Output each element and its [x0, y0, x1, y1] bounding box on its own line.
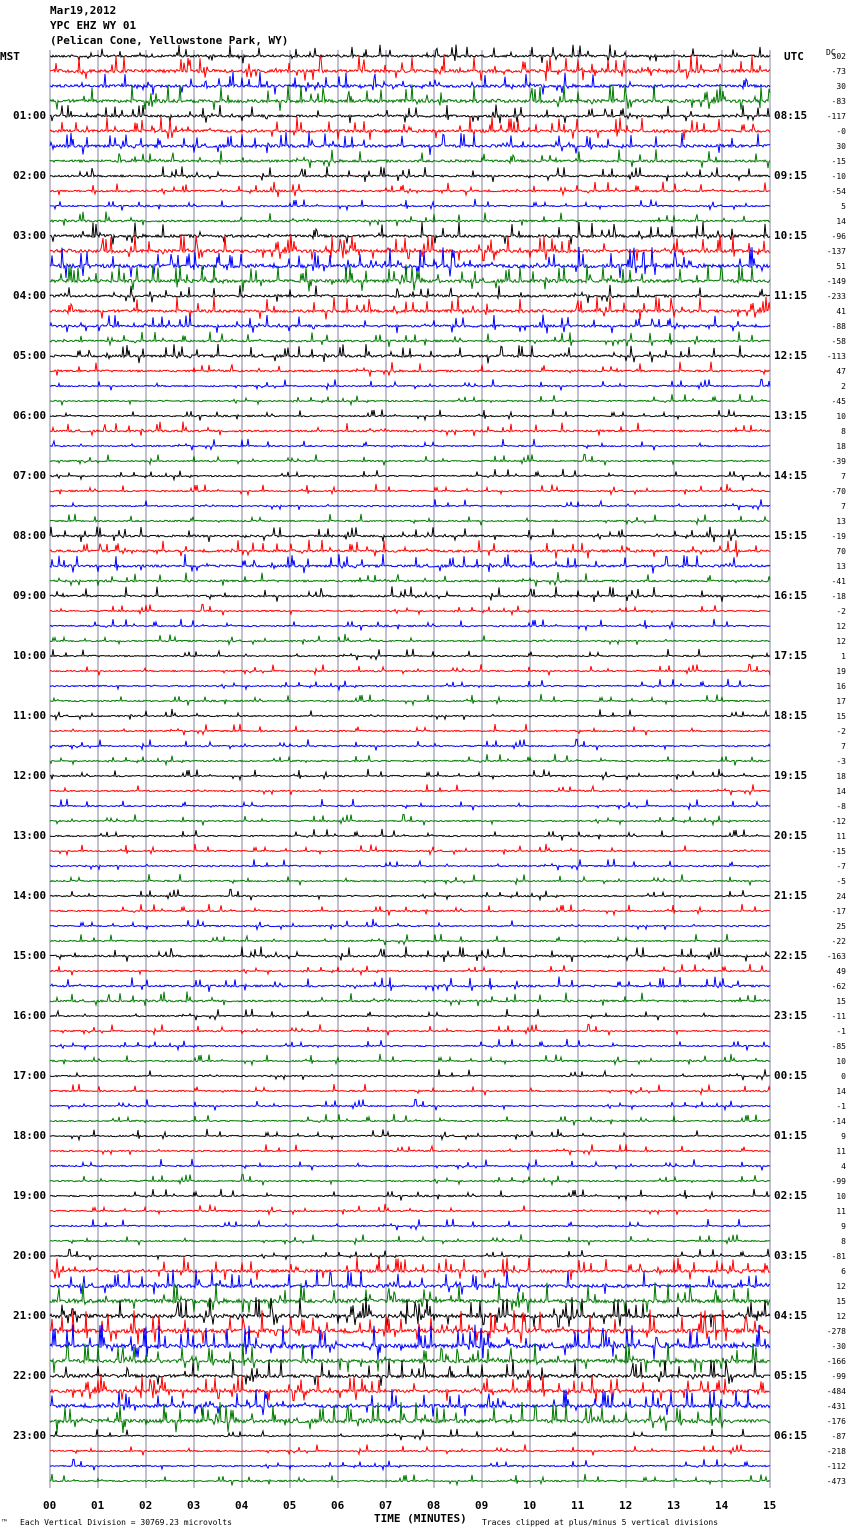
dc-offset: -22 [831, 937, 846, 946]
mst-hour-label: 17:00 [13, 1069, 47, 1082]
x-tick-label: 11 [571, 1499, 585, 1512]
dc-offset: -166 [826, 1357, 846, 1366]
seismic-trace [50, 1204, 770, 1215]
dc-offset: 17 [836, 697, 846, 706]
utc-hour-label: 02:15 [774, 1189, 808, 1202]
seismic-trace [50, 540, 770, 559]
dc-offset: -278 [826, 1327, 846, 1336]
x-tick-label: 01 [91, 1499, 105, 1512]
mst-hour-label: 06:00 [13, 409, 47, 422]
dc-offset: 18 [836, 442, 846, 451]
x-tick-label: 06 [331, 1499, 345, 1512]
seismic-trace [50, 1054, 770, 1065]
dc-offset: 11 [836, 1207, 846, 1216]
seismic-trace [50, 1069, 770, 1080]
mst-hour-label: 20:00 [13, 1249, 47, 1262]
utc-hour-label: 05:15 [774, 1369, 808, 1382]
utc-label: UTC [784, 50, 804, 63]
dc-offset: -12 [831, 817, 846, 826]
seismic-trace [50, 1159, 770, 1170]
x-tick-label: 15 [763, 1499, 777, 1512]
seismic-trace [50, 946, 770, 962]
seismic-trace [50, 1129, 770, 1140]
seismic-trace [50, 1084, 770, 1095]
dc-offset: -218 [826, 1447, 846, 1456]
dc-offset: -30 [831, 1342, 846, 1351]
seismic-trace [50, 844, 770, 855]
seismic-trace [50, 992, 770, 1006]
dc-offset: -87 [831, 1432, 846, 1441]
seismic-trace [50, 1249, 770, 1260]
seismic-trace [50, 964, 770, 975]
seismic-trace [50, 649, 770, 660]
dc-offset: -2 [836, 727, 846, 736]
dc-offset: -176 [826, 1417, 846, 1426]
dc-offset: -0 [836, 127, 846, 136]
seismic-trace [50, 784, 770, 795]
dc-offset: 6 [841, 1267, 846, 1276]
utc-hour-label: 22:15 [774, 949, 808, 962]
dc-offset: -17 [831, 907, 846, 916]
utc-hour-label: 12:15 [774, 349, 808, 362]
dc-offset: 11 [836, 832, 846, 841]
mst-hour-label: 23:00 [13, 1429, 47, 1442]
x-tick-label: 07 [379, 1499, 393, 1512]
dc-offset: -484 [826, 1387, 846, 1396]
dc-offset: -99 [831, 1372, 846, 1381]
seismic-trace [50, 874, 770, 885]
seismic-trace [50, 919, 770, 930]
dc-offset: -99 [831, 1177, 846, 1186]
seismic-trace [50, 1174, 770, 1185]
dc-offset: -14 [831, 1117, 846, 1126]
dc-offset: 12 [836, 1312, 846, 1321]
dc-offset: -233 [826, 292, 846, 301]
seismic-trace [50, 484, 770, 495]
dc-offset: 25 [836, 922, 846, 931]
seismic-trace [50, 859, 770, 870]
mst-hour-label: 07:00 [13, 469, 47, 482]
x-tick-label: 10 [523, 1499, 537, 1512]
seismic-trace [50, 84, 770, 110]
seismic-trace [50, 105, 770, 124]
seismic-trace [50, 362, 770, 377]
dc-offset: 14 [836, 1087, 846, 1096]
utc-hour-label: 13:15 [774, 409, 808, 422]
seismic-trace [50, 1429, 770, 1440]
dc-offset: -54 [831, 187, 846, 196]
dc-offset: 7 [841, 742, 846, 751]
seismic-trace [50, 604, 770, 615]
dc-offset: 24 [836, 892, 846, 901]
mst-hour-label: 08:00 [13, 529, 47, 542]
dc-offset: -113 [826, 352, 846, 361]
seismic-trace [50, 1039, 770, 1051]
seismic-trace [50, 572, 770, 587]
seismic-trace [50, 694, 770, 706]
utc-hour-label: 21:15 [774, 889, 808, 902]
seismic-trace [50, 222, 770, 245]
seismic-trace [50, 315, 770, 334]
dc-offset: -81 [831, 1252, 846, 1261]
x-tick-label: 13 [667, 1499, 681, 1512]
seismic-trace [50, 904, 770, 916]
seismic-trace [50, 1444, 770, 1455]
dc-offset: -15 [831, 847, 846, 856]
trace-group [50, 45, 770, 1486]
seismic-trace [50, 664, 770, 675]
dc-offset: -112 [826, 1462, 846, 1471]
dc-offset: -149 [826, 277, 846, 286]
seismic-trace [50, 297, 770, 320]
seismic-trace [50, 285, 770, 303]
dc-offset: 19 [836, 667, 846, 676]
utc-hour-label: 10:15 [774, 229, 808, 242]
mst-hour-label: 19:00 [13, 1189, 47, 1202]
dc-offset: -11 [831, 1012, 846, 1021]
clip-note: Traces clipped at plus/minus 5 vertical divisions [482, 1518, 719, 1527]
utc-hour-label: 16:15 [774, 589, 808, 602]
seismic-trace [50, 1024, 770, 1035]
mst-hour-label: 11:00 [13, 709, 47, 722]
dc-offset: 41 [836, 307, 846, 316]
utc-hour-label: 03:15 [774, 1249, 808, 1262]
seismic-trace [50, 977, 770, 992]
x-tick-label: 14 [715, 1499, 729, 1512]
dc-offset: 12 [836, 637, 846, 646]
seismic-trace [50, 1459, 770, 1470]
utc-hour-label: 18:15 [774, 709, 808, 722]
utc-hour-label: 20:15 [774, 829, 808, 842]
seismic-trace [50, 799, 770, 810]
mst-hour-label: 09:00 [13, 589, 47, 602]
dc-offset: 5 [841, 202, 846, 211]
mst-hour-label: 22:00 [13, 1369, 47, 1382]
seismic-trace [50, 1114, 770, 1126]
seismic-trace [50, 1359, 770, 1385]
utc-hour-label: 15:15 [774, 529, 808, 542]
dc-offset: -5 [836, 877, 846, 886]
dc-offset: -2 [836, 607, 846, 616]
corner-mark: ™ [2, 1518, 7, 1527]
dc-offset: -96 [831, 232, 846, 241]
dc-offset: -88 [831, 322, 846, 331]
seismic-trace [50, 199, 770, 211]
seismic-trace [50, 829, 770, 841]
seismic-trace [50, 634, 770, 645]
mst-hour-label: 18:00 [13, 1129, 47, 1142]
dc-offset: -1 [836, 1027, 846, 1036]
dc-offset: 51 [836, 262, 846, 271]
mst-hour-label: 12:00 [13, 769, 47, 782]
seismic-trace [50, 212, 770, 226]
utc-hour-label: 23:15 [774, 1009, 808, 1022]
seismic-trace [50, 889, 770, 900]
scale-note: Each Vertical Division = 30769.23 microvolts [20, 1518, 232, 1527]
seismic-trace [50, 1144, 770, 1155]
dc-offset: -19 [831, 532, 846, 541]
seismic-trace [50, 739, 770, 750]
dc-offset: 30 [836, 82, 846, 91]
seismic-trace [50, 586, 770, 602]
dc-offset: -3 [836, 757, 846, 766]
dc-offset: -15 [831, 157, 846, 166]
seismic-trace [50, 166, 770, 182]
dc-offset: 16 [836, 682, 846, 691]
seismic-trace [50, 182, 770, 197]
mst-hour-label: 21:00 [13, 1309, 47, 1322]
dc-offset: -73 [831, 67, 846, 76]
mst-hour-label: 04:00 [13, 289, 47, 302]
dc-offset: -431 [826, 1402, 846, 1411]
x-tick-label: 03 [187, 1499, 201, 1512]
x-tick-label: 04 [235, 1499, 249, 1512]
dc-offset: 14 [836, 217, 846, 226]
date-label: Mar19,2012 [50, 4, 117, 17]
dc-offset: 12 [836, 1282, 846, 1291]
seismic-trace [50, 1219, 770, 1230]
dc-offset: -137 [826, 247, 846, 256]
utc-hour-label: 08:15 [774, 109, 808, 122]
seismic-trace [50, 934, 770, 945]
mst-hour-label: 02:00 [13, 169, 47, 182]
dc-label: DC [826, 48, 836, 57]
seismic-trace [50, 709, 770, 720]
seismic-trace [50, 679, 770, 690]
x-tick-label: 05 [283, 1499, 297, 1512]
x-tick-label: 09 [475, 1499, 489, 1512]
dc-offset: 1 [841, 652, 846, 661]
dc-offset: 30 [836, 142, 846, 151]
dc-offset: 70 [836, 547, 846, 556]
mst-label: MST [0, 50, 20, 63]
dc-offset: -41 [831, 577, 846, 586]
dc-offset: -85 [831, 1042, 846, 1051]
x-tick-label: 02 [139, 1499, 153, 1512]
dc-offset: 18 [836, 772, 846, 781]
dc-offset: 15 [836, 997, 846, 1006]
dc-offset: 8 [841, 427, 846, 436]
mst-hour-label: 13:00 [13, 829, 47, 842]
seismic-trace [50, 379, 770, 390]
dc-offset: 49 [836, 967, 846, 976]
mst-hour-label: 03:00 [13, 229, 47, 242]
seismic-trace [50, 1009, 770, 1020]
dc-offset: 14 [836, 787, 846, 796]
seismic-trace [50, 149, 770, 168]
dc-offset: -473 [826, 1477, 846, 1486]
dc-offset: 15 [836, 712, 846, 721]
dc-offset: 302 [831, 52, 846, 61]
seismic-trace [50, 45, 770, 64]
utc-hour-label: 17:15 [774, 649, 808, 662]
dc-offset: 0 [841, 1072, 846, 1081]
seismic-trace [50, 454, 770, 465]
utc-hour-label: 19:15 [774, 769, 808, 782]
seismic-trace [50, 422, 770, 436]
seismic-trace [50, 132, 770, 155]
dc-offset: -58 [831, 337, 846, 346]
dc-offset: -163 [826, 952, 846, 961]
dc-offset: 4 [841, 1162, 846, 1171]
dc-offset: 13 [836, 517, 846, 526]
location-label: (Pelican Cone, Yellowstone Park, WY) [50, 34, 289, 47]
dc-offset: -83 [831, 97, 846, 106]
dc-offset: 7 [841, 472, 846, 481]
seismic-trace [50, 439, 770, 450]
x-tick-label: 00 [43, 1499, 57, 1512]
dc-offset: 10 [836, 1057, 846, 1066]
seismic-trace [50, 332, 770, 347]
utc-hour-label: 00:15 [774, 1069, 808, 1082]
seismic-trace [50, 814, 770, 825]
utc-hour-label: 04:15 [774, 1309, 808, 1322]
mst-hour-label: 15:00 [13, 949, 47, 962]
seismic-trace [50, 1474, 770, 1486]
seismic-trace [50, 499, 770, 510]
mst-hour-label: 14:00 [13, 889, 47, 902]
dc-offset: -7 [836, 862, 846, 871]
dc-offset: 11 [836, 1147, 846, 1156]
dc-offset: -8 [836, 802, 846, 811]
x-tick-label: 12 [619, 1499, 633, 1512]
utc-hour-label: 06:15 [774, 1429, 808, 1442]
seismic-trace [50, 1234, 770, 1245]
seismic-trace [50, 769, 770, 780]
seismic-trace [50, 344, 770, 363]
seismic-trace [50, 469, 770, 481]
seismic-trace [50, 72, 770, 95]
dc-offset: 10 [836, 1192, 846, 1201]
utc-hour-label: 09:15 [774, 169, 808, 182]
dc-offset: 13 [836, 562, 846, 571]
dc-offset: 8 [841, 1237, 846, 1246]
utc-hour-label: 14:15 [774, 469, 808, 482]
seismic-trace [50, 1189, 770, 1201]
station-label: YPC EHZ WY 01 [50, 19, 137, 32]
mst-hour-label: 05:00 [13, 349, 47, 362]
mst-hour-label: 01:00 [13, 109, 47, 122]
seismic-trace [50, 54, 770, 81]
dc-offset: 2 [841, 382, 846, 391]
dc-offset: -62 [831, 982, 846, 991]
dc-offset: -10 [831, 172, 846, 181]
utc-hour-label: 01:15 [774, 1129, 808, 1142]
dc-offset: 10 [836, 412, 846, 421]
dc-offset: 15 [836, 1297, 846, 1306]
seismic-trace [50, 754, 770, 766]
dc-offset: 12 [836, 622, 846, 631]
seismic-trace [50, 1099, 770, 1110]
dc-offset: 9 [841, 1222, 846, 1231]
dc-offset: -117 [826, 112, 846, 121]
dc-offset: -45 [831, 397, 846, 406]
seismic-trace [50, 514, 770, 525]
utc-hour-label: 11:15 [774, 289, 808, 302]
seismic-trace [50, 554, 770, 573]
seismic-trace [50, 264, 770, 291]
mst-hour-label: 10:00 [13, 649, 47, 662]
x-axis-title: TIME (MINUTES) [374, 1512, 467, 1525]
dc-offset: -18 [831, 592, 846, 601]
x-tick-label: 08 [427, 1499, 441, 1512]
dc-offset: 9 [841, 1132, 846, 1141]
seismic-trace [50, 394, 770, 405]
seismic-trace [50, 527, 770, 542]
mst-hour-label: 16:00 [13, 1009, 47, 1022]
dc-offset: 7 [841, 502, 846, 511]
seismic-trace [50, 724, 770, 735]
dc-offset: -39 [831, 457, 846, 466]
dc-offset: -70 [831, 487, 846, 496]
dc-offset: 47 [836, 367, 846, 376]
seismic-trace [50, 409, 770, 421]
seismic-trace [50, 619, 770, 631]
dc-offset: -1 [836, 1102, 846, 1111]
